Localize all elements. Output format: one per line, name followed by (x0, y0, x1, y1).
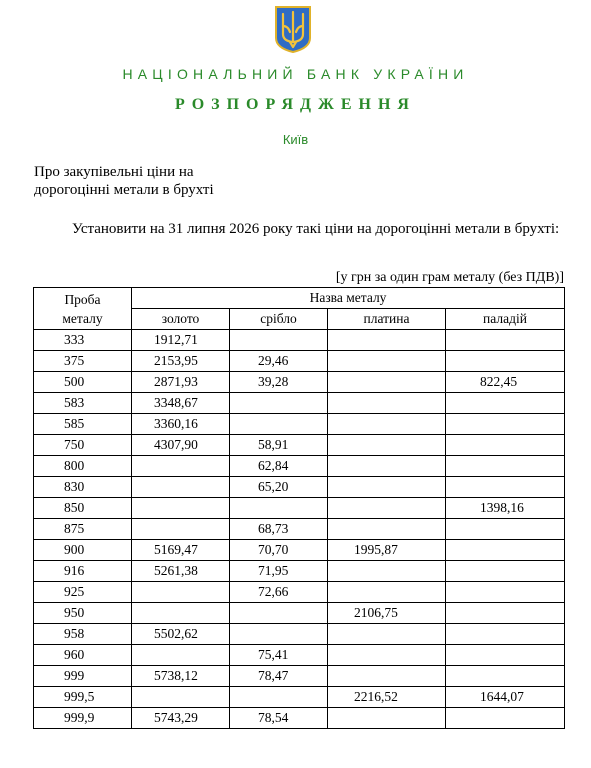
silver-price-cell (230, 414, 328, 435)
table-row (34, 666, 565, 687)
palladium-price-cell: 1398,16 (446, 498, 565, 519)
gold-price-cell (132, 582, 230, 603)
probe-cell: 950 (34, 603, 132, 624)
palladium-price-cell: 1644,07 (446, 687, 565, 708)
gold-price-cell (132, 498, 230, 519)
table-row (34, 330, 565, 351)
silver-price-cell (230, 498, 328, 519)
platinum-price-cell (328, 708, 446, 729)
table-header-row (34, 288, 565, 309)
table-row (34, 393, 565, 414)
silver-price-cell: 58,91 (230, 435, 328, 456)
price-table (33, 287, 565, 729)
platinum-price-cell (328, 645, 446, 666)
probe-cell: 999,5 (34, 687, 132, 708)
table-row (34, 456, 565, 477)
platinum-price-cell (328, 477, 446, 498)
gold-price-cell: 2153,95 (132, 351, 230, 372)
platinum-price-cell (328, 498, 446, 519)
subject-line-1: Про закупівельні ціни на (34, 164, 194, 180)
silver-price-cell: 29,46 (230, 351, 328, 372)
palladium-price-cell (446, 477, 565, 498)
table-row (34, 540, 565, 561)
palladium-price-cell (446, 456, 565, 477)
palladium-price-cell (446, 414, 565, 435)
gold-price-cell: 2871,93 (132, 372, 230, 393)
platinum-price-cell: 2216,52 (328, 687, 446, 708)
silver-price-cell: 65,20 (230, 477, 328, 498)
bank-name: НАЦІОНАЛЬНИЙ БАНК УКРАЇНИ (122, 66, 469, 82)
table-row (34, 561, 565, 582)
table-row (34, 435, 565, 456)
silver-price-cell: 39,28 (230, 372, 328, 393)
table-row (34, 582, 565, 603)
probe-cell: 960 (34, 645, 132, 666)
gold-price-cell (132, 603, 230, 624)
platinum-price-cell (328, 561, 446, 582)
platinum-price-cell (328, 372, 446, 393)
probe-cell: 800 (34, 456, 132, 477)
silver-price-cell: 78,47 (230, 666, 328, 687)
probe-cell: 916 (34, 561, 132, 582)
platinum-price-cell: 1995,87 (328, 540, 446, 561)
silver-price-cell (230, 624, 328, 645)
table-row (34, 645, 565, 666)
gold-price-cell: 5743,29 (132, 708, 230, 729)
document-type: РОЗПОРЯДЖЕННЯ (175, 96, 416, 113)
palladium-price-cell (446, 561, 565, 582)
probe-header: Проба металу (34, 288, 132, 330)
platinum-price-cell (328, 351, 446, 372)
probe-cell: 925 (34, 582, 132, 603)
platinum-price-cell (328, 456, 446, 477)
gold-price-cell: 3360,16 (132, 414, 230, 435)
gold-price-cell (132, 456, 230, 477)
palladium-price-cell (446, 624, 565, 645)
trident-emblem-icon (273, 4, 313, 54)
palladium-price-cell (446, 645, 565, 666)
probe-cell: 999,9 (34, 708, 132, 729)
gold-price-cell: 5738,12 (132, 666, 230, 687)
column-header-platinum: платина (328, 309, 446, 330)
gold-price-cell: 5502,62 (132, 624, 230, 645)
gold-price-cell: 1912,71 (132, 330, 230, 351)
probe-cell: 375 (34, 351, 132, 372)
platinum-price-cell (328, 393, 446, 414)
probe-cell: 875 (34, 519, 132, 540)
platinum-price-cell: 2106,75 (328, 603, 446, 624)
palladium-price-cell (446, 351, 565, 372)
silver-price-cell (230, 330, 328, 351)
silver-price-cell (230, 393, 328, 414)
body-paragraph: Установити на 31 липня 2026 року такі ціни на дорогоцінні метали в брухті: (72, 221, 560, 237)
palladium-price-cell: 822,45 (446, 372, 565, 393)
probe-cell: 850 (34, 498, 132, 519)
palladium-price-cell (446, 708, 565, 729)
gold-price-cell (132, 645, 230, 666)
probe-cell: 830 (34, 477, 132, 498)
table-row (34, 477, 565, 498)
gold-price-cell: 4307,90 (132, 435, 230, 456)
gold-price-cell (132, 687, 230, 708)
silver-price-cell: 62,84 (230, 456, 328, 477)
silver-price-cell: 75,41 (230, 645, 328, 666)
table-row (34, 687, 565, 708)
probe-cell: 333 (34, 330, 132, 351)
silver-price-cell: 78,54 (230, 708, 328, 729)
column-header-silver: срібло (230, 309, 328, 330)
silver-price-cell: 70,70 (230, 540, 328, 561)
platinum-price-cell (328, 435, 446, 456)
platinum-price-cell (328, 624, 446, 645)
gold-price-cell: 5169,47 (132, 540, 230, 561)
palladium-price-cell (446, 540, 565, 561)
gold-price-cell: 3348,67 (132, 393, 230, 414)
gold-price-cell (132, 477, 230, 498)
column-header-gold: золото (132, 309, 230, 330)
palladium-price-cell (446, 435, 565, 456)
palladium-price-cell (446, 393, 565, 414)
table-row (34, 624, 565, 645)
probe-cell: 500 (34, 372, 132, 393)
palladium-price-cell (446, 603, 565, 624)
platinum-price-cell (328, 519, 446, 540)
palladium-price-cell (446, 519, 565, 540)
metal-group-header: Назва металу (132, 288, 565, 309)
gold-price-cell (132, 519, 230, 540)
probe-cell: 585 (34, 414, 132, 435)
probe-cell: 999 (34, 666, 132, 687)
table-row (34, 708, 565, 729)
column-header-palladium: паладій (446, 309, 565, 330)
table-row (34, 603, 565, 624)
table-body (34, 330, 565, 729)
table-row (34, 498, 565, 519)
table-row (34, 519, 565, 540)
document-subject (34, 163, 334, 199)
silver-price-cell: 71,95 (230, 561, 328, 582)
subject-line-2: дорогоцінні метали в брухті (34, 182, 214, 198)
platinum-price-cell (328, 666, 446, 687)
probe-cell: 958 (34, 624, 132, 645)
palladium-price-cell (446, 582, 565, 603)
silver-price-cell: 68,73 (230, 519, 328, 540)
palladium-price-cell (446, 330, 565, 351)
unit-note: [у грн за один грам металу (без ПДВ)] (335, 270, 564, 285)
table-row (34, 351, 565, 372)
gold-price-cell: 5261,38 (132, 561, 230, 582)
table-row (34, 372, 565, 393)
probe-cell: 583 (34, 393, 132, 414)
palladium-price-cell (446, 666, 565, 687)
platinum-price-cell (328, 330, 446, 351)
silver-price-cell: 72,66 (230, 582, 328, 603)
platinum-price-cell (328, 582, 446, 603)
probe-cell: 900 (34, 540, 132, 561)
platinum-price-cell (328, 414, 446, 435)
silver-price-cell (230, 603, 328, 624)
city: Київ (282, 132, 309, 147)
probe-cell: 750 (34, 435, 132, 456)
silver-price-cell (230, 687, 328, 708)
table-row (34, 414, 565, 435)
